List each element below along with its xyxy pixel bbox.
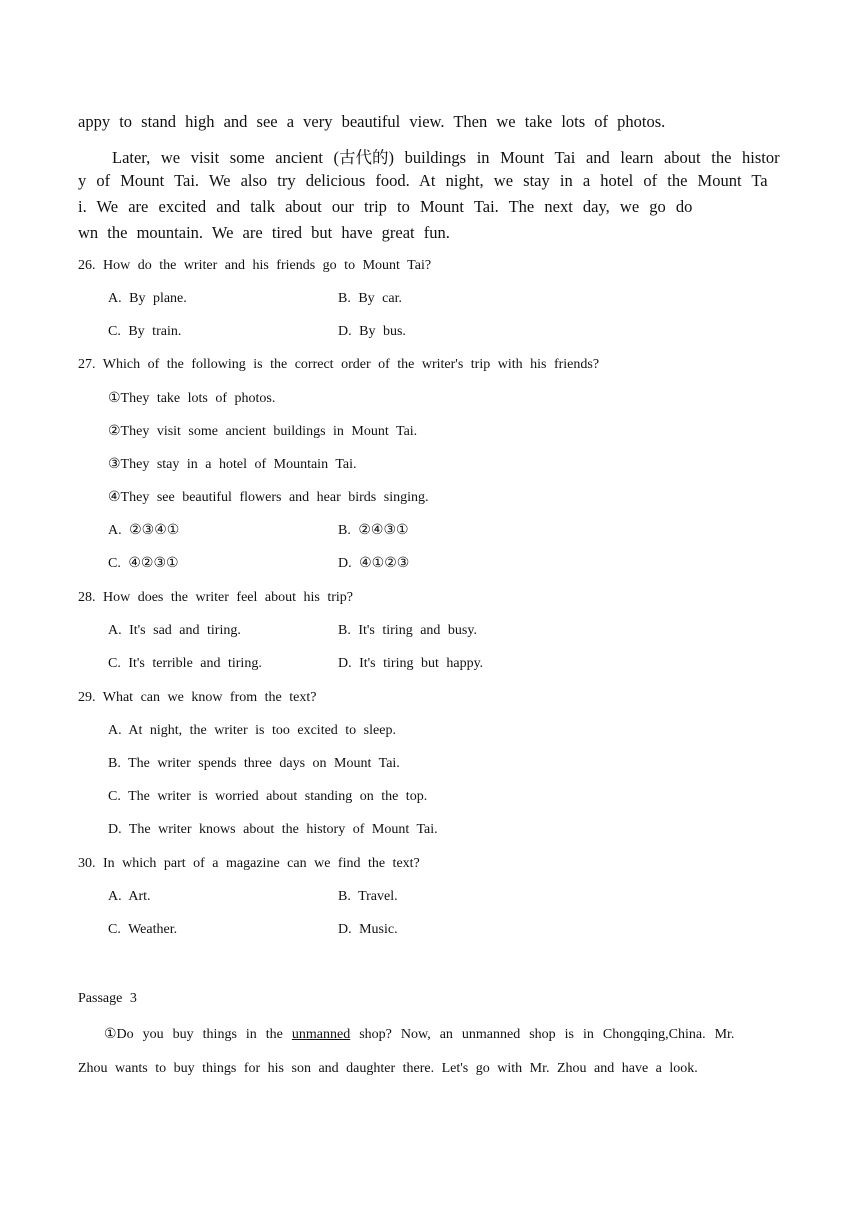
order-item: ④They see beautiful flowers and hear birds singing. bbox=[108, 490, 429, 505]
option-a: A. By plane. bbox=[108, 291, 187, 306]
passage-line: appy to stand high and see a very beautiful view. Then we take lots of photos. bbox=[78, 112, 666, 131]
passage-line: wn the mountain. We are tired but have great fun. bbox=[78, 223, 450, 242]
option-a: A. It's sad and tiring. bbox=[108, 623, 241, 638]
option-c: C. Weather. bbox=[108, 922, 178, 937]
question-stem: 30. In which part of a magazine can we find the text? bbox=[78, 856, 420, 871]
option-b: B. By car. bbox=[338, 291, 402, 306]
option-c: C. The writer is worried about standing on the top. bbox=[108, 789, 428, 804]
option-b: B. It's tiring and busy. bbox=[338, 623, 477, 638]
passage-line: Zhou wants to buy things for his son and daughter there. Let's go with Mr. Zhou and have a look. bbox=[78, 1061, 698, 1076]
underlined-word: unmanned bbox=[291, 1027, 351, 1042]
option-a: A. At night, the writer is too excited to sleep. bbox=[108, 723, 396, 738]
question-stem: 27. Which of the following is the correct order of the writer's trip with his friends? bbox=[78, 357, 600, 372]
option-b: B. ②④③① bbox=[338, 523, 409, 538]
option-a: A. ②③④① bbox=[108, 523, 180, 538]
passage-line: i. We are excited and talk about our trip to Mount Tai. The next day, we go do bbox=[78, 197, 693, 216]
passage-line: Later, we visit some ancient (古代的) buildings in Mount Tai and learn about the histor bbox=[112, 148, 780, 167]
passage-heading: Passage 3 bbox=[78, 991, 137, 1006]
order-item: ①They take lots of photos. bbox=[108, 391, 276, 406]
option-d: D. The writer knows about the history of Mount Tai. bbox=[108, 822, 438, 837]
order-item: ③They stay in a hotel of Mountain Tai. bbox=[108, 457, 357, 472]
option-d: D. ④①②③ bbox=[338, 556, 410, 571]
passage-line bbox=[104, 1026, 734, 1043]
option-b: B. The writer spends three days on Mount Tai. bbox=[108, 756, 400, 771]
option-b: B. Travel. bbox=[338, 889, 398, 904]
option-d: D. It's tiring but happy. bbox=[338, 656, 484, 671]
option-d: D. Music. bbox=[338, 922, 398, 937]
option-c: C. It's terrible and tiring. bbox=[108, 656, 262, 671]
option-c: C. By train. bbox=[108, 324, 182, 339]
option-c: C. ④②③① bbox=[108, 556, 179, 571]
question-stem: 29. What can we know from the text? bbox=[78, 690, 317, 705]
passage-text: ①Do you buy things in the bbox=[104, 1027, 292, 1042]
question-stem: 26. How do the writer and his friends go to Mount Tai? bbox=[78, 258, 432, 273]
option-a: A. Art. bbox=[108, 889, 151, 904]
option-d: D. By bus. bbox=[338, 324, 406, 339]
passage-line: y of Mount Tai. We also try delicious food. At night, we stay in a hotel of the Mount Ta bbox=[78, 171, 768, 190]
order-item: ②They visit some ancient buildings in Mount Tai. bbox=[108, 424, 418, 439]
question-stem: 28. How does the writer feel about his trip? bbox=[78, 590, 353, 605]
passage-text: shop? Now, an unmanned shop is in Chongqing,China. Mr. bbox=[350, 1027, 735, 1042]
